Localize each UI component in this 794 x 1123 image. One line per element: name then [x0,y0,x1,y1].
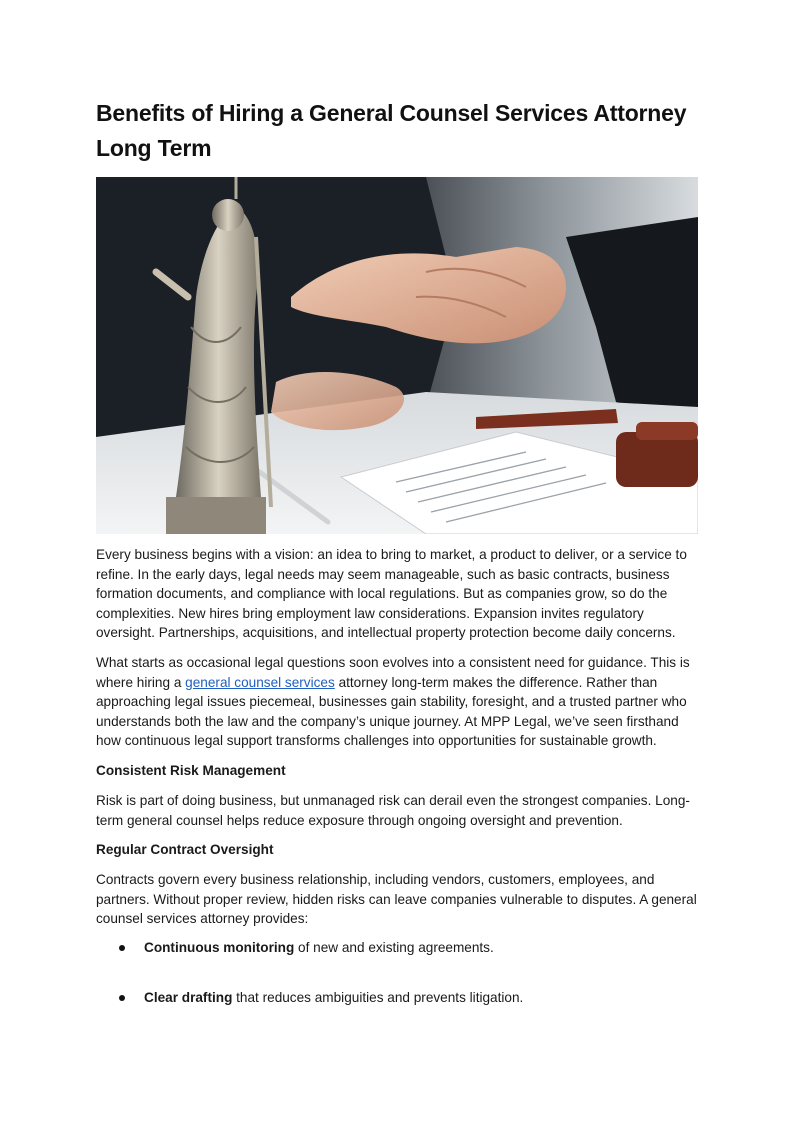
risk-management-paragraph: Risk is part of doing business, but unmanaged risk can derail even the strongest companies. Long-term general counsel helps reduce exposure through ongoing oversight and prevention. [96,793,690,828]
list-item-text: that reduces ambiguities and prevents litigation. [232,989,524,1005]
intro-paragraph: Every business begins with a vision: an idea to bring to market, a product to deliver, or a service to refine. In the early days, legal needs may seem manageable, such as basic contracts, business formation documents, and compliance with local regulations. But as companies grow, so do the complexities. New hires bring employment law considerations. Expansion invites regulatory oversight. Partnerships, acquisitions, and intellectual property protection become daily concerns. [96,547,687,641]
risk-management-heading: Consistent Risk Management [96,763,286,778]
general-counsel-services-link[interactable]: general counsel services [185,674,335,690]
contract-oversight-paragraph: Contracts govern every business relationship, including vendors, customers, employees, and partners. Without proper review, hidden risks can leave companies vulnerable to disputes. A general counsel services attorney provides: [96,872,697,927]
list-item-text: of new and existing agreements. [294,940,494,955]
second-paragraph-start: What starts as occasional legal questions soon evolves into a consistent need for guidance. This is where hiring a [96,655,690,690]
hero-image [96,177,698,534]
page-title: Benefits of Hiring a General Counsel Services Attorney Long Term [96,100,687,161]
list-item [96,988,702,1008]
second-paragraph [96,653,702,751]
list-item-bold: Continuous monitoring [144,940,295,955]
handshake-photo [96,177,698,534]
contract-oversight-heading: Regular Contract Oversight [96,842,274,857]
benefits-list [96,938,702,1007]
second-paragraph-end: attorney long-term makes the difference. Rather than approaching legal issues piecemeal, businesses gain stability, foresight, and a trusted partner who understands both the law and the company’s unique journey. At MPP Legal, we’ve seen firsthand how continuous legal support transforms challenges into opportunities for sustainable growth. [96,674,687,749]
list-item [96,938,702,958]
bullet-icon [119,995,125,1001]
list-item-bold: Clear drafting [144,989,233,1005]
bullet-icon [119,945,125,951]
